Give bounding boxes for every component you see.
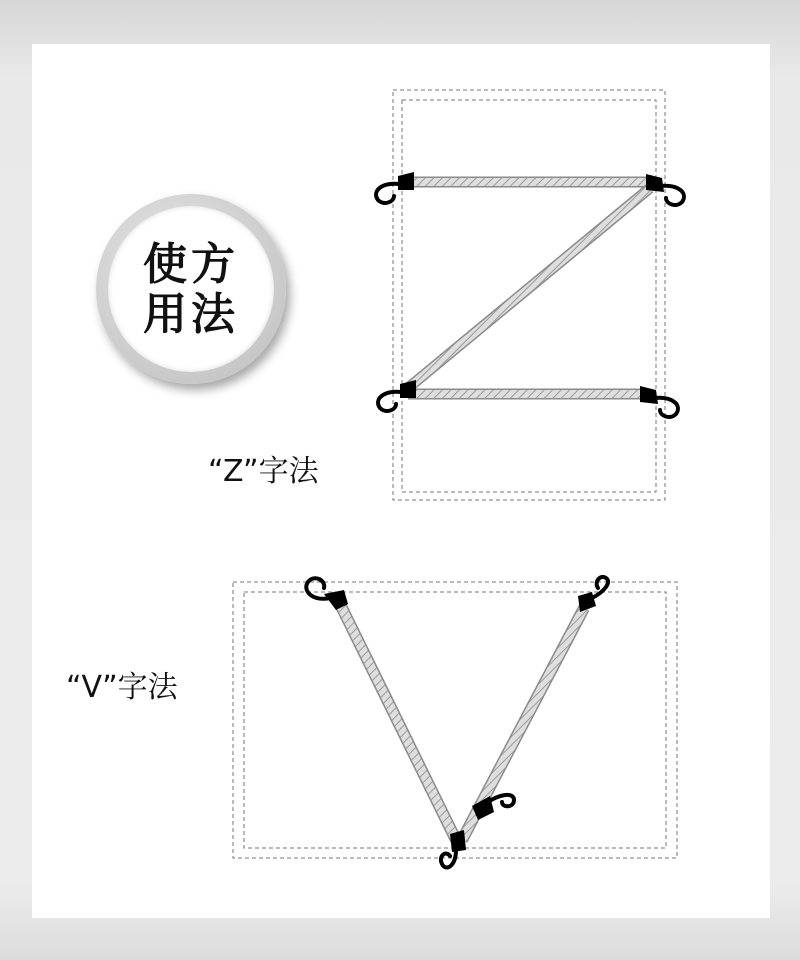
v-frame: [233, 582, 677, 858]
z-method-label: “Z”字法: [208, 454, 319, 489]
badge-line-2: 用法: [143, 289, 239, 340]
hook-icon: [640, 386, 678, 417]
v-method-label: “V”字法: [66, 670, 178, 705]
badge-line-1: 使方: [143, 239, 239, 290]
v-ropes: [340, 604, 584, 840]
z-ropes: [408, 182, 652, 394]
hook-icon: [441, 830, 466, 868]
hook-icon: [306, 578, 348, 610]
hook-icon: [376, 172, 414, 203]
hook-icon: [378, 380, 416, 411]
